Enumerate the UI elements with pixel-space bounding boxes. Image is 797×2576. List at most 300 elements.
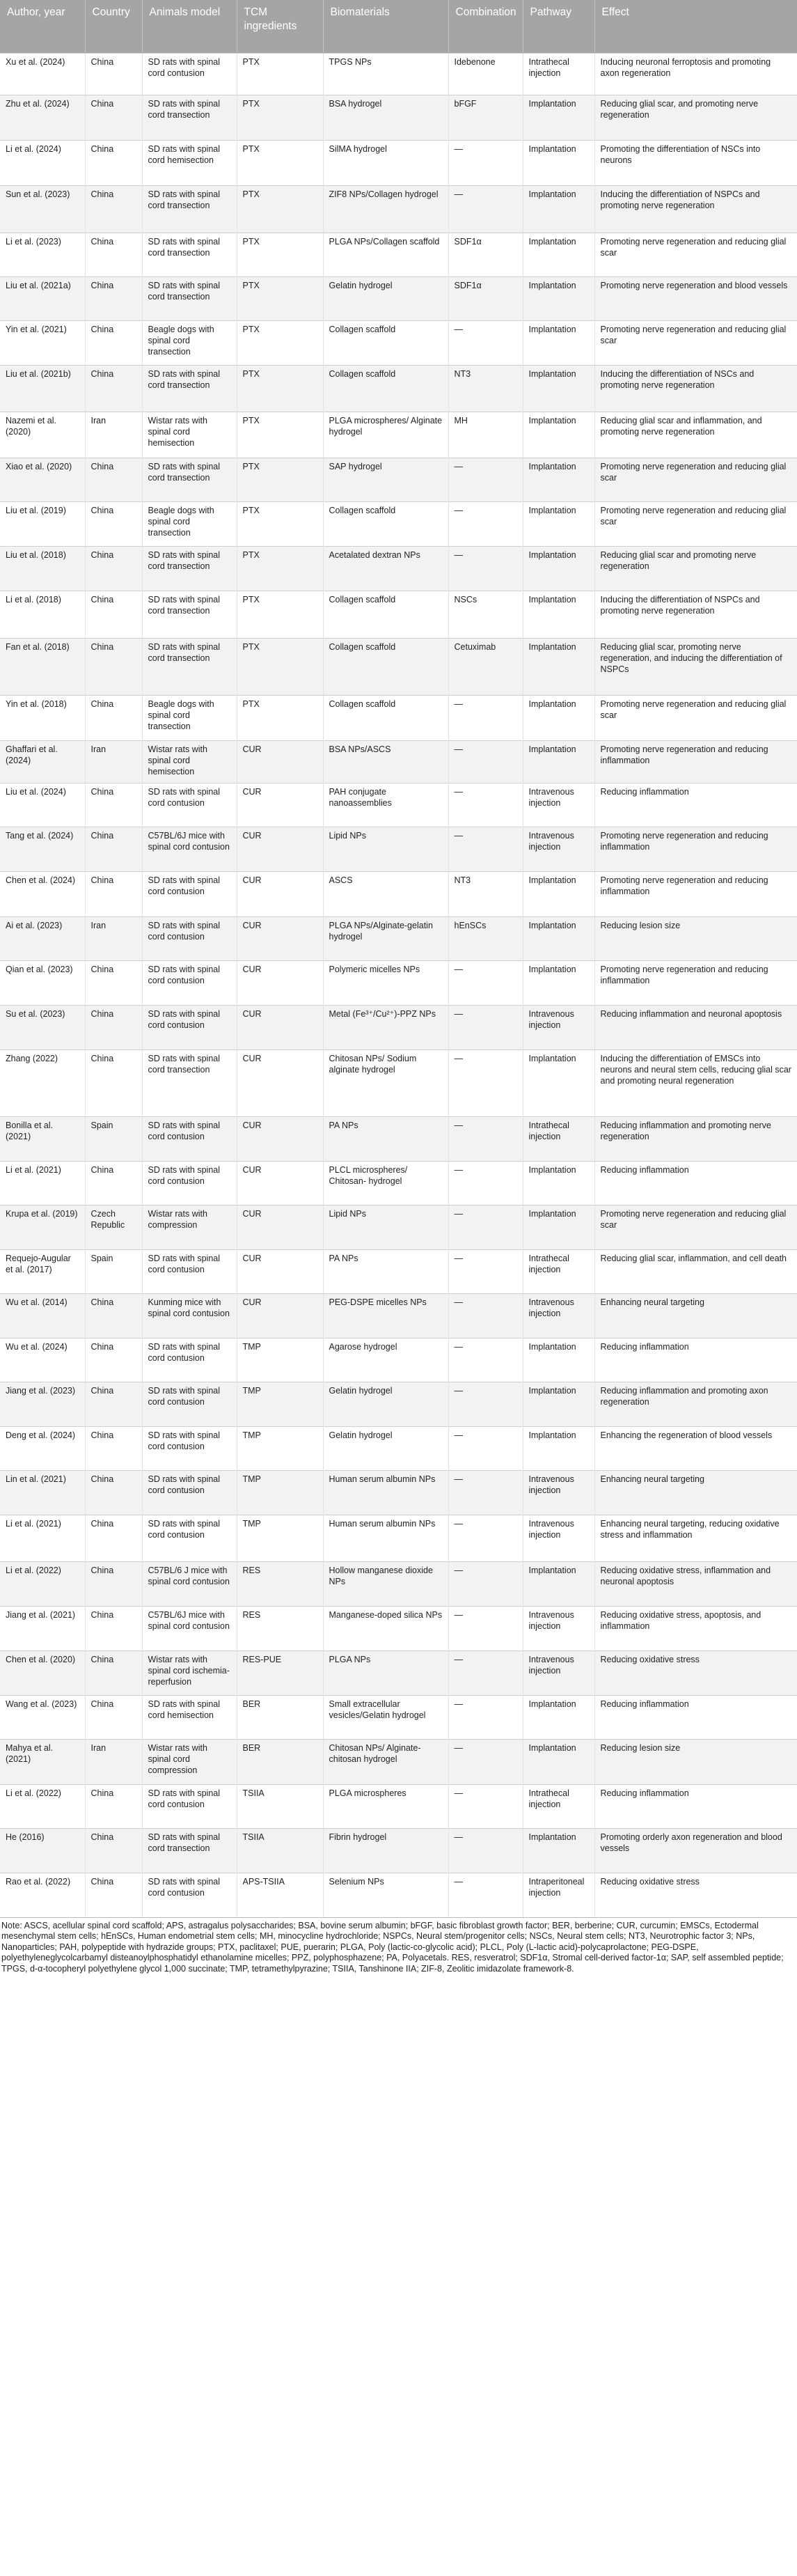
pathway-cell: Intrathecal injection — [523, 1250, 594, 1294]
country-cell: China — [85, 1829, 142, 1873]
pathway-cell: Intravenous injection — [523, 783, 594, 827]
pathway-cell: Implantation — [523, 591, 594, 639]
combination-cell: — — [448, 1162, 523, 1205]
animal-model-cell: Wistar rats with spinal cord hemisection — [142, 412, 237, 458]
author-cell: Jiang et al. (2021) — [0, 1607, 85, 1651]
table-row — [0, 1006, 797, 1050]
country-cell: China — [85, 1873, 142, 1917]
tcm-ingredient-cell: RES — [237, 1562, 323, 1607]
combination-cell: — — [448, 741, 523, 783]
tcm-ingredient-cell: TMP — [237, 1427, 323, 1471]
author-cell: Chen et al. (2020) — [0, 1651, 85, 1696]
country-cell: China — [85, 1427, 142, 1471]
author-cell: Sun et al. (2023) — [0, 186, 85, 233]
country-cell: China — [85, 827, 142, 872]
combination-cell: — — [448, 1250, 523, 1294]
biomaterial-cell: Collagen scaffold — [323, 366, 448, 412]
table-row — [0, 1607, 797, 1651]
combination-cell: — — [448, 1873, 523, 1917]
table-row — [0, 1382, 797, 1427]
pathway-cell: Implantation — [523, 1050, 594, 1117]
author-cell: Liu et al. (2018) — [0, 547, 85, 591]
biomaterial-cell: Collagen scaffold — [323, 639, 448, 696]
effect-cell: Promoting nerve regeneration and reducing inflammation — [594, 741, 797, 783]
biomaterial-cell: Human serum albumin NPs — [323, 1471, 448, 1515]
country-cell: China — [85, 1162, 142, 1205]
combination-cell: — — [448, 1338, 523, 1382]
combination-cell: — — [448, 1696, 523, 1740]
table-row — [0, 1471, 797, 1515]
country-cell: China — [85, 1382, 142, 1427]
tcm-ingredient-cell: TMP — [237, 1338, 323, 1382]
tcm-ingredient-cell: PTX — [237, 547, 323, 591]
biomaterial-cell: Manganese-doped silica NPs — [323, 1607, 448, 1651]
table-row — [0, 1050, 797, 1117]
biomaterial-cell: Gelatin hydrogel — [323, 277, 448, 321]
author-cell: Li et al. (2022) — [0, 1785, 85, 1829]
pathway-cell: Implantation — [523, 547, 594, 591]
country-cell: China — [85, 1785, 142, 1829]
tcm-ingredient-cell: CUR — [237, 1205, 323, 1250]
animal-model-cell: Beagle dogs with spinal cord transection — [142, 502, 237, 547]
author-cell: Li et al. (2021) — [0, 1515, 85, 1562]
country-cell: China — [85, 1471, 142, 1515]
tcm-ingredient-cell: CUR — [237, 1006, 323, 1050]
pathway-cell: Intravenous injection — [523, 1006, 594, 1050]
tcm-ingredient-cell: BER — [237, 1696, 323, 1740]
author-cell: Zhang (2022) — [0, 1050, 85, 1117]
combination-cell: — — [448, 1427, 523, 1471]
country-cell: China — [85, 1651, 142, 1696]
combination-cell: — — [448, 1607, 523, 1651]
tcm-ingredient-cell: APS-TSIIA — [237, 1873, 323, 1917]
country-cell: China — [85, 321, 142, 366]
pathway-cell: Intrathecal injection — [523, 54, 594, 95]
header-author: Author, year — [0, 0, 85, 54]
table-row — [0, 1696, 797, 1740]
author-cell: Wang et al. (2023) — [0, 1696, 85, 1740]
tcm-ingredient-cell: PTX — [237, 54, 323, 95]
combination-cell: — — [448, 1006, 523, 1050]
combination-cell: NSCs — [448, 591, 523, 639]
tcm-ingredient-cell: RES-PUE — [237, 1651, 323, 1696]
table-row — [0, 458, 797, 502]
tcm-ingredient-cell: CUR — [237, 1117, 323, 1162]
pathway-cell: Intravenous injection — [523, 1294, 594, 1338]
tcm-ingredient-cell: CUR — [237, 1294, 323, 1338]
pathway-cell: Implantation — [523, 277, 594, 321]
table-row — [0, 591, 797, 639]
author-cell: Wu et al. (2024) — [0, 1338, 85, 1382]
animal-model-cell: SD rats with spinal cord transection — [142, 547, 237, 591]
biomaterial-cell: ASCS — [323, 872, 448, 917]
pathway-cell: Implantation — [523, 639, 594, 696]
pathway-cell: Implantation — [523, 321, 594, 366]
combination-cell: — — [448, 547, 523, 591]
combination-cell: — — [448, 827, 523, 872]
author-cell: He (2016) — [0, 1829, 85, 1873]
pathway-cell: Intraperitoneal injection — [523, 1873, 594, 1917]
animal-model-cell: SD rats with spinal cord contusion — [142, 1162, 237, 1205]
tcm-ingredient-cell: PTX — [237, 366, 323, 412]
animal-model-cell: SD rats with spinal cord contusion — [142, 1515, 237, 1562]
effect-cell: Promoting nerve regeneration and reducing glial scar — [594, 1205, 797, 1250]
pathway-cell: Implantation — [523, 412, 594, 458]
country-cell: China — [85, 961, 142, 1006]
biomaterial-cell: Lipid NPs — [323, 827, 448, 872]
combination-cell: MH — [448, 412, 523, 458]
table-row — [0, 502, 797, 547]
header-tcm-ingredients: TCM ingredients — [237, 0, 323, 54]
table-row — [0, 1562, 797, 1607]
combination-cell: — — [448, 696, 523, 741]
tcm-ingredient-cell: PTX — [237, 233, 323, 277]
tcm-ingredient-cell: PTX — [237, 321, 323, 366]
biomaterial-cell: Lipid NPs — [323, 1205, 448, 1250]
effect-cell: Reducing inflammation and neuronal apoptosis — [594, 1006, 797, 1050]
biomaterial-cell: Collagen scaffold — [323, 502, 448, 547]
pathway-cell: Implantation — [523, 1338, 594, 1382]
animal-model-cell: C57BL/6J mice with spinal cord contusion — [142, 1607, 237, 1651]
country-cell: China — [85, 366, 142, 412]
animal-model-cell: C57BL/6 J mice with spinal cord contusion — [142, 1562, 237, 1607]
pathway-cell: Implantation — [523, 1382, 594, 1427]
effect-cell: Promoting nerve regeneration and reducing glial scar — [594, 233, 797, 277]
animal-model-cell: SD rats with spinal cord transection — [142, 1829, 237, 1873]
pathway-cell: Intravenous injection — [523, 1651, 594, 1696]
tcm-ingredient-cell: CUR — [237, 783, 323, 827]
author-cell: Li et al. (2022) — [0, 1562, 85, 1607]
biomaterial-cell: Gelatin hydrogel — [323, 1427, 448, 1471]
biomaterial-cell: PAH conjugate nanoassemblies — [323, 783, 448, 827]
biomaterial-cell: Agarose hydrogel — [323, 1338, 448, 1382]
animal-model-cell: SD rats with spinal cord transection — [142, 639, 237, 696]
header-animals-model: Animals model — [142, 0, 237, 54]
biomaterial-cell: PA NPs — [323, 1117, 448, 1162]
animal-model-cell: Wistar rats with spinal cord ischemia-reperfusion — [142, 1651, 237, 1696]
header-combination: Combination — [448, 0, 523, 54]
effect-cell: Enhancing the regeneration of blood vessels — [594, 1427, 797, 1471]
tcm-ingredient-cell: PTX — [237, 277, 323, 321]
country-cell: Iran — [85, 412, 142, 458]
combination-cell: — — [448, 1471, 523, 1515]
author-cell: Zhu et al. (2024) — [0, 95, 85, 141]
country-cell: Iran — [85, 1740, 142, 1785]
biomaterial-cell: PEG-DSPE micelles NPs — [323, 1294, 448, 1338]
animal-model-cell: SD rats with spinal cord transection — [142, 95, 237, 141]
table-row — [0, 1829, 797, 1873]
biomaterial-cell: SAP hydrogel — [323, 458, 448, 502]
animal-model-cell: SD rats with spinal cord transection — [142, 186, 237, 233]
table-row — [0, 95, 797, 141]
combination-cell: — — [448, 502, 523, 547]
table-footnote: Note: ASCS, acellular spinal cord scaffold; APS, astragalus polysaccharides; BSA, bovine serum albumin; bFGF, basic fibroblast growth factor; BER, berberine; CUR, curcumin; EMSCs, Ectodermal mesenchymal stem cells; hEnSCs, Human endometrial stem cells; MH, minocycline hydrochloride; NSPCs, Neural stem/progenitor cells; NSCs, Neural stem cells; NT3, Neurotrophic factor 3; NPs, Nanoparticles; PAH, polypeptide with hydrazide groups; PTX, paclitaxel; PUE, puerarin; PLGA, Poly (lactic-co-glycolic acid); PLCL, Poly (L-lactic acid)-polycaprolactone; PEG-DSPE, polyethyleneglycolcarbamyl disteanoylphosphatidyl ethanolamine micelles; PPZ, polyphosphazene; PA, Polyacetals. RES, resveratrol; SDF1α, Stromal cell-derived factor-1α; SAP, self assembled peptide; TPGS, d-α-tocopheryl polyethylene glycol 1,000 succinate; TMP, tetramethylpyrazine; TSIIA, Tanshinone IIA; ZIF-8, Zeolitic imidazolate framework-8. — [0, 1917, 797, 1975]
table-row — [0, 741, 797, 783]
tcm-ingredient-cell: TSIIA — [237, 1785, 323, 1829]
author-cell: Xiao et al. (2020) — [0, 458, 85, 502]
biomaterial-cell: Collagen scaffold — [323, 321, 448, 366]
effect-cell: Reducing oxidative stress — [594, 1651, 797, 1696]
country-cell: China — [85, 1607, 142, 1651]
country-cell: China — [85, 639, 142, 696]
combination-cell: — — [448, 1050, 523, 1117]
pathway-cell: Implantation — [523, 95, 594, 141]
country-cell: China — [85, 1006, 142, 1050]
biomaterial-cell: Selenium NPs — [323, 1873, 448, 1917]
country-cell: China — [85, 1562, 142, 1607]
tcm-ingredient-cell: CUR — [237, 872, 323, 917]
table-row — [0, 186, 797, 233]
pathway-cell: Implantation — [523, 1740, 594, 1785]
table-header — [0, 0, 797, 54]
pathway-cell: Implantation — [523, 696, 594, 741]
country-cell: China — [85, 54, 142, 95]
animal-model-cell: SD rats with spinal cord transection — [142, 366, 237, 412]
author-cell: Li et al. (2021) — [0, 1162, 85, 1205]
combination-cell: — — [448, 1205, 523, 1250]
country-cell: China — [85, 233, 142, 277]
table-row — [0, 1873, 797, 1917]
table-row — [0, 1117, 797, 1162]
tcm-ingredient-cell: TMP — [237, 1471, 323, 1515]
combination-cell: Cetuximab — [448, 639, 523, 696]
combination-cell: — — [448, 783, 523, 827]
tcm-ingredient-cell: RES — [237, 1607, 323, 1651]
biomaterial-cell: PA NPs — [323, 1250, 448, 1294]
tcm-ingredient-cell: CUR — [237, 1250, 323, 1294]
biomaterial-cell: Human serum albumin NPs — [323, 1515, 448, 1562]
animal-model-cell: SD rats with spinal cord contusion — [142, 917, 237, 961]
pathway-cell: Implantation — [523, 141, 594, 186]
biomaterial-cell: Polymeric micelles NPs — [323, 961, 448, 1006]
animal-model-cell: SD rats with spinal cord transection — [142, 591, 237, 639]
country-cell: China — [85, 1050, 142, 1117]
effect-cell: Reducing glial scar, inflammation, and cell death — [594, 1250, 797, 1294]
country-cell: China — [85, 783, 142, 827]
author-cell: Xu et al. (2024) — [0, 54, 85, 95]
country-cell: China — [85, 502, 142, 547]
pathway-cell: Implantation — [523, 1427, 594, 1471]
country-cell: China — [85, 458, 142, 502]
pathway-cell: Implantation — [523, 1562, 594, 1607]
effect-cell: Reducing inflammation — [594, 783, 797, 827]
country-cell: China — [85, 872, 142, 917]
table-row — [0, 917, 797, 961]
animal-model-cell: SD rats with spinal cord transection — [142, 1050, 237, 1117]
author-cell: Fan et al. (2018) — [0, 639, 85, 696]
effect-cell: Reducing inflammation — [594, 1785, 797, 1829]
animal-model-cell: SD rats with spinal cord contusion — [142, 872, 237, 917]
combination-cell: — — [448, 1562, 523, 1607]
biomaterial-cell: PLCL microspheres/ Chitosan- hydrogel — [323, 1162, 448, 1205]
author-cell: Liu et al. (2019) — [0, 502, 85, 547]
country-cell: Iran — [85, 741, 142, 783]
author-cell: Jiang et al. (2023) — [0, 1382, 85, 1427]
country-cell: China — [85, 1294, 142, 1338]
animal-model-cell: SD rats with spinal cord contusion — [142, 54, 237, 95]
effect-cell: Promoting nerve regeneration and blood vessels — [594, 277, 797, 321]
biomaterial-cell: PLGA NPs — [323, 1651, 448, 1696]
biomaterial-cell: SilMA hydrogel — [323, 141, 448, 186]
biomaterial-cell: BSA NPs/ASCS — [323, 741, 448, 783]
biomaterial-cell: Collagen scaffold — [323, 591, 448, 639]
biomaterial-cell: Chitosan NPs/ Sodium alginate hydrogel — [323, 1050, 448, 1117]
effect-cell: Inducing the differentiation of NSPCs and promoting nerve regeneration — [594, 186, 797, 233]
combination-cell: — — [448, 1117, 523, 1162]
combination-cell: — — [448, 961, 523, 1006]
table-row — [0, 872, 797, 917]
table-row — [0, 547, 797, 591]
table-row — [0, 639, 797, 696]
tcm-ingredient-cell: BER — [237, 1740, 323, 1785]
author-cell: Rao et al. (2022) — [0, 1873, 85, 1917]
table-row — [0, 1162, 797, 1205]
author-cell: Wu et al. (2014) — [0, 1294, 85, 1338]
author-cell: Yin et al. (2021) — [0, 321, 85, 366]
effect-cell: Enhancing neural targeting, reducing oxidative stress and inflammation — [594, 1515, 797, 1562]
author-cell: Mahya et al. (2021) — [0, 1740, 85, 1785]
effect-cell: Reducing lesion size — [594, 1740, 797, 1785]
country-cell: China — [85, 186, 142, 233]
author-cell: Tang et al. (2024) — [0, 827, 85, 872]
tcm-ingredient-cell: PTX — [237, 639, 323, 696]
animal-model-cell: Wistar rats with compression — [142, 1205, 237, 1250]
header-row — [0, 0, 797, 54]
effect-cell: Reducing glial scar, and promoting nerve regeneration — [594, 95, 797, 141]
animal-model-cell: SD rats with spinal cord hemisection — [142, 1696, 237, 1740]
tcm-ingredient-cell: PTX — [237, 591, 323, 639]
effect-cell: Enhancing neural targeting — [594, 1294, 797, 1338]
animal-model-cell: Beagle dogs with spinal cord transection — [142, 696, 237, 741]
biomaterial-cell: Gelatin hydrogel — [323, 1382, 448, 1427]
country-cell: Iran — [85, 917, 142, 961]
tcm-ingredient-cell: PTX — [237, 696, 323, 741]
combination-cell: — — [448, 1785, 523, 1829]
biomaterial-cell: PLGA NPs/Collagen scaffold — [323, 233, 448, 277]
animal-model-cell: SD rats with spinal cord contusion — [142, 1250, 237, 1294]
author-cell: Li et al. (2024) — [0, 141, 85, 186]
author-cell: Liu et al. (2021a) — [0, 277, 85, 321]
combination-cell: — — [448, 1382, 523, 1427]
combination-cell: — — [448, 1740, 523, 1785]
tcm-ingredient-cell: PTX — [237, 502, 323, 547]
combination-cell: NT3 — [448, 366, 523, 412]
tcm-ingredient-cell: PTX — [237, 412, 323, 458]
effect-cell: Inducing the differentiation of NSCs and promoting nerve regeneration — [594, 366, 797, 412]
pathway-cell: Implantation — [523, 502, 594, 547]
combination-cell: SDF1α — [448, 277, 523, 321]
pathway-cell: Implantation — [523, 186, 594, 233]
tcm-ingredient-cell: TMP — [237, 1382, 323, 1427]
animal-model-cell: SD rats with spinal cord contusion — [142, 783, 237, 827]
animal-model-cell: SD rats with spinal cord transection — [142, 458, 237, 502]
country-cell: China — [85, 696, 142, 741]
combination-cell: — — [448, 1829, 523, 1873]
combination-cell: — — [448, 1294, 523, 1338]
table-row — [0, 1785, 797, 1829]
effect-cell: Promoting nerve regeneration and reducing inflammation — [594, 961, 797, 1006]
country-cell: China — [85, 95, 142, 141]
table-row — [0, 696, 797, 741]
author-cell: Li et al. (2018) — [0, 591, 85, 639]
table-row — [0, 783, 797, 827]
author-cell: Bonilla et al. (2021) — [0, 1117, 85, 1162]
author-cell: Chen et al. (2024) — [0, 872, 85, 917]
table-row — [0, 1205, 797, 1250]
animal-model-cell: SD rats with spinal cord contusion — [142, 1785, 237, 1829]
combination-cell: Idebenone — [448, 54, 523, 95]
pathway-cell: Implantation — [523, 233, 594, 277]
country-cell: China — [85, 547, 142, 591]
biomaterial-cell: Chitosan NPs/ Alginate-chitosan hydrogel — [323, 1740, 448, 1785]
animal-model-cell: SD rats with spinal cord hemisection — [142, 141, 237, 186]
tcm-ingredient-cell: TSIIA — [237, 1829, 323, 1873]
tcm-ingredient-cell: PTX — [237, 458, 323, 502]
biomaterial-cell: ZIF8 NPs/Collagen hydrogel — [323, 186, 448, 233]
effect-cell: Inducing the differentiation of NSPCs and promoting nerve regeneration — [594, 591, 797, 639]
biomaterial-cell: PLGA microspheres — [323, 1785, 448, 1829]
animal-model-cell: Wistar rats with spinal cord compression — [142, 1740, 237, 1785]
pathway-cell: Intrathecal injection — [523, 1785, 594, 1829]
pathway-cell: Intravenous injection — [523, 1607, 594, 1651]
animal-model-cell: C57BL/6J mice with spinal cord contusion — [142, 827, 237, 872]
combination-cell: hEnSCs — [448, 917, 523, 961]
tcm-ingredient-cell: CUR — [237, 741, 323, 783]
country-cell: China — [85, 1338, 142, 1382]
author-cell: Ai et al. (2023) — [0, 917, 85, 961]
header-country: Country — [85, 0, 142, 54]
tcm-ingredient-cell: TMP — [237, 1515, 323, 1562]
animal-model-cell: SD rats with spinal cord transection — [142, 233, 237, 277]
effect-cell: Reducing inflammation — [594, 1696, 797, 1740]
effect-cell: Promoting nerve regeneration and reducing inflammation — [594, 872, 797, 917]
effect-cell: Reducing glial scar and inflammation, and promoting nerve regeneration — [594, 412, 797, 458]
effect-cell: Reducing oxidative stress, apoptosis, and inflammation — [594, 1607, 797, 1651]
country-cell: Spain — [85, 1117, 142, 1162]
pathway-cell: Implantation — [523, 366, 594, 412]
pathway-cell: Intravenous injection — [523, 827, 594, 872]
effect-cell: Promoting nerve regeneration and reducing inflammation — [594, 827, 797, 872]
pathway-cell: Implantation — [523, 1829, 594, 1873]
country-cell: China — [85, 591, 142, 639]
pathway-cell: Implantation — [523, 741, 594, 783]
effect-cell: Reducing inflammation — [594, 1162, 797, 1205]
animal-model-cell: SD rats with spinal cord contusion — [142, 1006, 237, 1050]
combination-cell: — — [448, 141, 523, 186]
combination-cell: — — [448, 186, 523, 233]
biomaterial-cell: Small extracellular vesicles/Gelatin hydrogel — [323, 1696, 448, 1740]
biomaterial-cell: Collagen scaffold — [323, 696, 448, 741]
country-cell: China — [85, 1696, 142, 1740]
author-cell: Liu et al. (2024) — [0, 783, 85, 827]
animal-model-cell: SD rats with spinal cord contusion — [142, 1471, 237, 1515]
table-row — [0, 961, 797, 1006]
table-row — [0, 1515, 797, 1562]
combination-cell: — — [448, 1515, 523, 1562]
table-row — [0, 1651, 797, 1696]
header-biomaterials: Biomaterials — [323, 0, 448, 54]
effect-cell: Promoting nerve regeneration and reducing glial scar — [594, 321, 797, 366]
tcm-ingredient-cell: CUR — [237, 917, 323, 961]
biomaterial-cell: Hollow manganese dioxide NPs — [323, 1562, 448, 1607]
combination-cell: — — [448, 458, 523, 502]
combination-cell: — — [448, 1651, 523, 1696]
effect-cell: Reducing oxidative stress — [594, 1873, 797, 1917]
effect-cell: Promoting the differentiation of NSCs into neurons — [594, 141, 797, 186]
combination-cell: — — [448, 321, 523, 366]
tcm-ingredient-cell: PTX — [237, 186, 323, 233]
effect-cell: Reducing lesion size — [594, 917, 797, 961]
